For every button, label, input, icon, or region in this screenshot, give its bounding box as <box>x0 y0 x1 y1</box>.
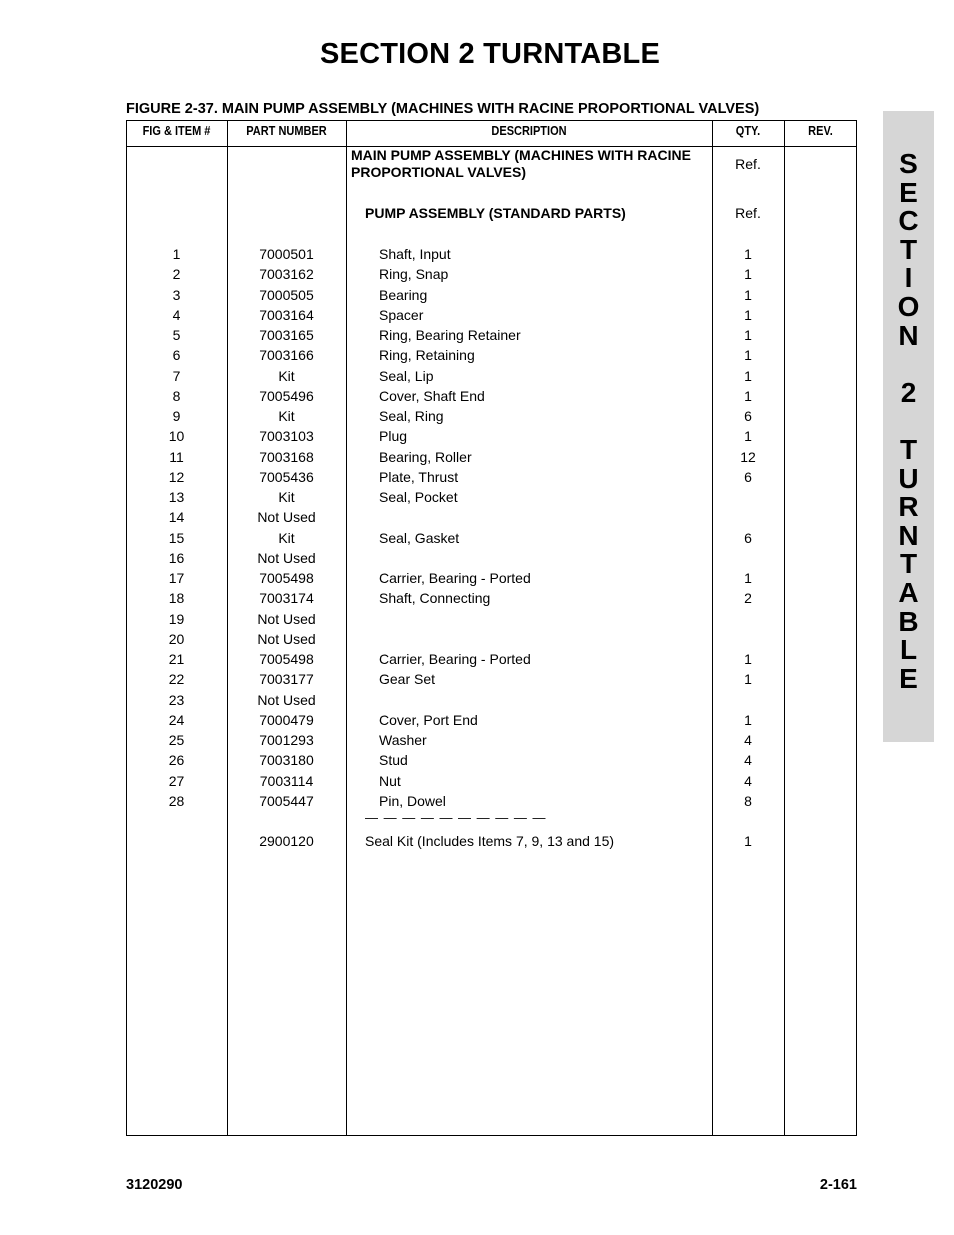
description-cell: Stud <box>379 752 408 769</box>
assembly-row <box>0 154 954 174</box>
part-number-cell: Not Used <box>257 509 316 526</box>
part-number-cell: Not Used <box>257 691 316 708</box>
table-row <box>0 669 954 689</box>
qty-cell: 12 <box>740 448 756 465</box>
table-row <box>0 426 954 446</box>
qty-cell: 1 <box>744 387 752 404</box>
fig-item-cell: 17 <box>168 570 185 586</box>
qty-cell: 1 <box>744 347 752 364</box>
side-tab-letter: E <box>899 176 918 208</box>
side-tab-letter: T <box>899 548 918 580</box>
side-tab-letter: T <box>899 233 918 265</box>
part-number-cell: 7005436 <box>259 468 314 485</box>
table-row <box>0 791 954 811</box>
part-number-cell: Not Used <box>257 549 316 566</box>
table-row <box>0 528 954 548</box>
description-cell: Seal, Lip <box>379 367 434 384</box>
description-cell: Ring, Bearing Retainer <box>379 327 521 343</box>
part-number-cell: 7000501 <box>259 246 314 262</box>
fig-item-cell: 19 <box>168 610 185 627</box>
header-part-number: PART NUMBER <box>246 124 327 138</box>
table-row <box>0 710 954 730</box>
table-row <box>0 467 954 487</box>
fig-item-cell: 18 <box>168 590 185 607</box>
qty-cell: 1 <box>744 711 752 728</box>
qty-cell: 1 <box>744 651 752 667</box>
qty-cell: 6 <box>744 468 752 485</box>
fig-item-cell: 20 <box>168 630 185 647</box>
section-title: SECTION 2 TURNTABLE <box>320 38 660 70</box>
fig-item-cell: 9 <box>172 408 181 424</box>
fig-item-cell: 22 <box>168 671 185 688</box>
table-row <box>0 406 954 426</box>
description-cell: Seal, Gasket <box>379 529 460 546</box>
table-row <box>0 649 954 669</box>
document-number: 3120290 <box>126 1177 183 1193</box>
description-cell: Shaft, Input <box>379 246 451 262</box>
fig-item-cell: 6 <box>172 347 181 364</box>
description-cell: Carrier, Bearing - Ported <box>379 651 531 667</box>
table-row <box>0 507 954 527</box>
side-tab-letter: O <box>897 291 920 322</box>
fig-item-cell: 14 <box>168 509 185 526</box>
qty-cell: 4 <box>744 752 752 769</box>
qty-cell: 1 <box>744 327 752 343</box>
description-cell: Shaft, Connecting <box>379 590 491 607</box>
part-number-cell: 7003168 <box>259 448 314 465</box>
part-number-cell: 7003166 <box>259 347 314 364</box>
table-row <box>0 345 954 365</box>
header-fig-item: FIG & ITEM # <box>142 124 211 138</box>
fig-item-cell: 7 <box>172 367 181 384</box>
part-number-cell: 7000479 <box>259 711 314 728</box>
part-number-cell: Not Used <box>257 610 316 627</box>
table-row <box>0 487 954 507</box>
side-tab-letter: S <box>899 148 918 179</box>
description-cell: Plate, Thrust <box>379 468 459 485</box>
table-row <box>0 325 954 345</box>
fig-item-cell: 8 <box>172 387 181 404</box>
part-number-cell: 7003177 <box>259 671 314 688</box>
part-number-cell: 7005447 <box>259 792 314 809</box>
fig-item-cell: 5 <box>172 327 181 343</box>
qty-cell: 4 <box>744 732 752 748</box>
fig-item-cell: 13 <box>168 489 185 505</box>
table-row <box>0 548 954 568</box>
description-cell: Washer <box>379 732 427 748</box>
fig-item-cell: 1 <box>172 246 181 262</box>
fig-item-cell: 2 <box>172 266 181 283</box>
fig-item-cell: 21 <box>168 651 185 667</box>
side-tab-letter: N <box>898 519 919 551</box>
side-tab-letter: N <box>898 319 919 351</box>
table-row <box>0 588 954 608</box>
qty-cell: 1 <box>744 428 752 445</box>
description-cell: Cover, Shaft End <box>379 387 485 404</box>
qty-cell: 6 <box>744 529 752 546</box>
part-number-cell: 7005498 <box>259 651 314 667</box>
table-row <box>0 629 954 649</box>
fig-item-cell: 11 <box>169 448 184 465</box>
description-cell: Nut <box>379 772 401 789</box>
qty-cell: 1 <box>744 246 752 262</box>
subassembly-description: PUMP ASSEMBLY (STANDARD PARTS) <box>365 205 626 221</box>
part-number-cell: 7003164 <box>259 306 314 323</box>
part-number-cell: 7003103 <box>259 428 314 445</box>
part-number-cell: 7005498 <box>259 570 314 586</box>
qty-cell: 1 <box>744 570 752 586</box>
table-row <box>0 771 954 791</box>
fig-item-cell: 16 <box>168 549 185 566</box>
description-cell: Spacer <box>379 306 424 323</box>
fig-item-cell: 28 <box>168 792 185 809</box>
part-number-cell: 7003165 <box>259 327 314 343</box>
part-number-cell: 7003180 <box>259 752 314 769</box>
assembly-qty: Ref. <box>735 156 761 172</box>
side-tab-letter: U <box>898 462 919 494</box>
table-row <box>0 305 954 325</box>
description-cell: Ring, Snap <box>379 266 449 283</box>
description-cell: Carrier, Bearing - Ported <box>379 570 531 586</box>
seal-kit-description: Seal Kit (Includes Items 7, 9, 13 and 15) <box>365 833 615 849</box>
side-tab-letter: I <box>904 262 913 294</box>
part-number-cell: Kit <box>278 408 295 424</box>
table-row <box>0 568 954 588</box>
description-cell: Bearing, Roller <box>379 448 472 465</box>
header-qty: QTY. <box>735 124 761 138</box>
qty-cell: 1 <box>744 367 752 384</box>
part-number-cell: 7000505 <box>259 286 314 303</box>
table-row <box>0 447 954 467</box>
seal-kit-qty: 1 <box>744 833 752 849</box>
table-row <box>0 386 954 406</box>
fig-item-cell: 4 <box>172 306 181 323</box>
description-cell: Seal, Ring <box>379 408 444 424</box>
assembly-description: MAIN PUMP ASSEMBLY (MACHINES WITH RACINE PROPORTIONAL VALVES) <box>351 147 691 180</box>
part-number-cell: Kit <box>278 367 295 384</box>
fig-item-cell: 27 <box>168 772 185 789</box>
table-row <box>0 244 954 264</box>
fig-item-cell: 23 <box>168 691 185 708</box>
header-rev: REV. <box>808 124 833 138</box>
part-number-cell: 7003174 <box>259 590 314 607</box>
qty-cell: 6 <box>744 408 752 424</box>
description-cell: Bearing <box>379 286 428 303</box>
side-tab-letter: A <box>898 577 919 608</box>
side-tab-letter: B <box>898 605 919 637</box>
part-number-cell: Kit <box>278 529 295 546</box>
header-description: DESCRIPTION <box>491 124 567 138</box>
subassembly-qty: Ref. <box>735 205 761 221</box>
qty-cell: 4 <box>744 772 752 789</box>
fig-item-cell: 25 <box>168 732 185 748</box>
description-cell: Pin, Dowel <box>379 792 446 809</box>
description-cell: Gear Set <box>379 671 436 688</box>
description-cell: Seal, Pocket <box>379 489 458 505</box>
description-cell: Cover, Port End <box>379 711 478 728</box>
fig-item-cell: 24 <box>168 711 185 728</box>
qty-cell: 1 <box>744 671 752 688</box>
qty-cell: 2 <box>744 590 752 607</box>
fig-item-cell: 15 <box>168 529 185 546</box>
table-row <box>0 690 954 710</box>
table-row <box>0 730 954 750</box>
table-row <box>0 264 954 284</box>
part-number-cell: 7003114 <box>259 772 314 789</box>
side-tab-letter: R <box>898 491 919 523</box>
table-row <box>0 750 954 770</box>
side-tab-letter: C <box>898 205 919 237</box>
qty-cell: 8 <box>744 792 752 809</box>
fig-item-cell: 12 <box>168 468 185 485</box>
description-cell: Ring, Retaining <box>379 347 475 364</box>
seal-kit-part-number: 2900120 <box>259 833 314 849</box>
description-cell: Plug <box>379 428 408 445</box>
qty-cell: 1 <box>744 286 752 303</box>
qty-cell: 1 <box>744 306 752 323</box>
part-number-cell: 7005496 <box>259 387 314 404</box>
seal-kit-row <box>0 831 954 851</box>
fig-item-cell: 3 <box>172 286 181 303</box>
figure-title: FIGURE 2-37. MAIN PUMP ASSEMBLY (MACHINES WITH RACINE PROPORTIONAL VALVES) <box>126 101 760 117</box>
fig-item-cell: 26 <box>168 752 185 769</box>
part-number-cell: 7003162 <box>259 266 314 283</box>
subassembly-row <box>0 203 954 223</box>
table-row <box>0 609 954 629</box>
side-tab-letter: E <box>899 662 918 694</box>
page-number: 2-161 <box>819 1177 857 1193</box>
table-row <box>0 366 954 386</box>
side-tab-letter: L <box>899 634 918 666</box>
part-number-cell: Kit <box>278 489 295 505</box>
qty-cell: 1 <box>744 266 752 283</box>
divider-dashes: — — — — — — — — — — <box>365 810 547 825</box>
side-tab-letter: T <box>899 434 918 465</box>
table-row <box>0 285 954 305</box>
fig-item-cell: 10 <box>168 428 185 445</box>
part-number-cell: Not Used <box>257 630 316 647</box>
side-tab-letter: 2 <box>900 376 917 408</box>
part-number-cell: 7001293 <box>259 732 314 748</box>
